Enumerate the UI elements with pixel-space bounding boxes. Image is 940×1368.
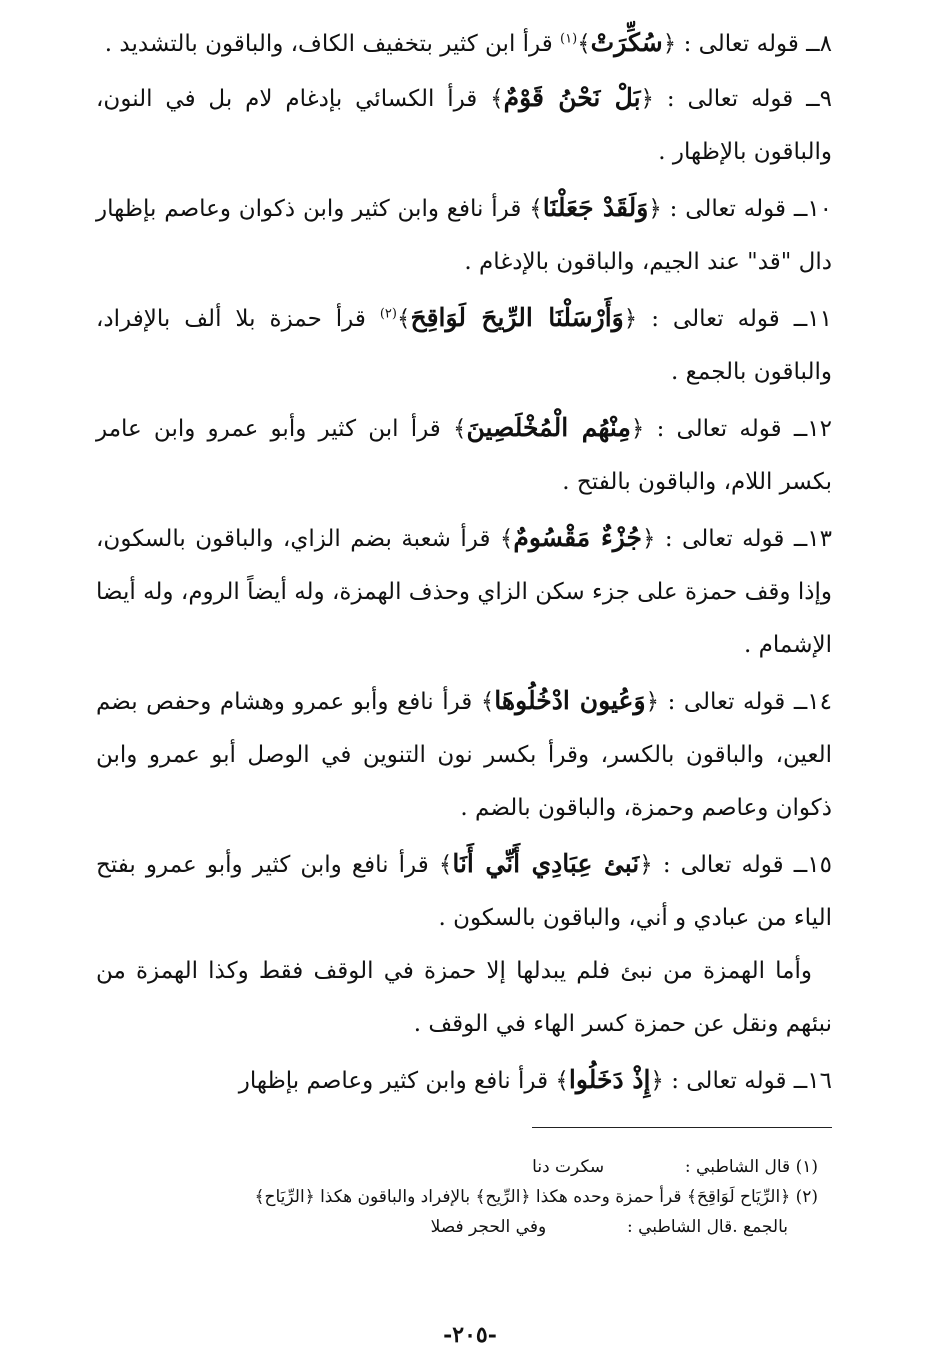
- item-text: قرأ شعبة بضم الزاي، والباقون بالسكون، وإذا وقف حمزة على جزء سكن الزاي وحذف الهمزة، وله أيضاً الروم، وله أيضا الإشمام .: [96, 526, 832, 658]
- footnote-1-number: (١): [795, 1157, 818, 1177]
- item-number: ٨ــ: [806, 31, 832, 57]
- footnote-2-text-1: قرأ حمزة وحده هكذا: [535, 1187, 682, 1207]
- item-intro: قوله تعالى :: [683, 31, 799, 57]
- page-body: [96, 16, 832, 1108]
- item-text: وأما الهمزة من نبئ فلم يبدلها إلا حمزة في الوقف فقط وكذا الهمزة من نبئهم ونقل عن حمزة كسر الهاء في الوقف .: [96, 958, 832, 1037]
- item-text: قرأ نافع وابن كثير وعاصم بإظهار: [238, 1068, 549, 1094]
- item-intro: قوله تعالى :: [671, 1068, 787, 1094]
- item-intro: قوله تعالى :: [656, 416, 782, 442]
- quran-quote: وَأَرْسَلْنَا الرِّيحَ لَوَاقِحَ: [410, 303, 624, 332]
- paragraph-8: [96, 837, 832, 945]
- ornate-bracket-open: ﴿: [639, 852, 653, 878]
- paragraph-9: [96, 945, 832, 1051]
- ornate-bracket-close: ﴾: [490, 86, 504, 112]
- item-intro: قوله تعالى :: [669, 196, 786, 222]
- quran-quote: جُزْءٌ مَقْسُومٌ: [513, 523, 642, 552]
- footnote-marker: (٢): [379, 306, 397, 322]
- item-number: ١٣ــ: [793, 526, 833, 552]
- paragraph-3: [96, 181, 832, 289]
- item-number: ١١ــ: [793, 306, 832, 332]
- ornate-bracket-open: ﴿: [641, 526, 656, 552]
- footnote-2-number: (٢): [795, 1187, 818, 1207]
- footnote-2-quran-3: الرِّيَاح: [264, 1187, 305, 1207]
- quran-quote: بَلْ نَحْنُ قَوْمٌ: [503, 83, 641, 112]
- footnote-1-label: قال الشاطبي :: [684, 1157, 791, 1177]
- page-number: -٢٠٥-: [443, 1322, 497, 1348]
- footnote-2: (٢) ﴿الرِّيَاح لَوَاقِحَ﴾ قرأ حمزة وحده هكذا ﴿الرِّيح﴾ بالإفراد والباقون هكذا ﴿الرِّيَاح﴾: [254, 1187, 818, 1207]
- footnotes: [96, 1152, 818, 1242]
- paragraph-4: [96, 291, 832, 399]
- ornate-bracket-close: ﴾: [529, 196, 543, 222]
- footnote-1-verse: سكرت دنا: [532, 1157, 605, 1177]
- quran-quote: مِنْهُم الْمُخْلَصِينَ: [466, 413, 631, 442]
- item-text: قرأ نافع وابن كثير وأبو عمرو بفتح الياء من عبادي و أني، والباقون بالسكون .: [96, 852, 832, 931]
- ornate-bracket-close: ﴾: [555, 1068, 569, 1094]
- footnote-2-text-2: بالإفراد والباقون هكذا: [320, 1187, 471, 1207]
- footnote-2-continued-verse: وفي الحجر فصلا: [430, 1217, 547, 1237]
- paragraph-5: [96, 401, 832, 509]
- ornate-bracket-open: ﴿: [623, 306, 638, 332]
- ornate-bracket-close: ﴾: [499, 526, 514, 552]
- quran-quote: إِذْ دَخَلُوا: [568, 1065, 651, 1094]
- paragraph-7: [96, 674, 832, 835]
- item-intro: قوله تعالى :: [662, 852, 784, 878]
- paragraph-6: [96, 511, 832, 672]
- ornate-bracket-open: ﴿: [650, 1068, 664, 1094]
- item-intro: قوله تعالى :: [666, 86, 794, 112]
- footnote-divider: [532, 1127, 832, 1128]
- item-intro: قوله تعالى :: [651, 306, 780, 332]
- item-number: ٩ــ: [806, 86, 833, 112]
- footnote-1: [96, 1152, 818, 1182]
- paragraph-2: [96, 71, 832, 179]
- item-text: قرأ ابن كثير بتخفيف الكاف، والباقون بالتشديد .: [104, 31, 553, 57]
- item-text: قرأ حمزة بلا ألف بالإفراد، والباقون بالجمع .: [96, 306, 832, 385]
- footnote-2-continued-text: بالجمع .قال الشاطبي :: [626, 1217, 788, 1237]
- item-number: ١٦ــ: [793, 1068, 832, 1094]
- ornate-bracket-close: ﴾: [396, 306, 411, 332]
- ornate-bracket-open: ﴿: [648, 196, 662, 222]
- quran-quote: نَبئ عِبَادِي أَنِّي أَنَا: [452, 849, 640, 878]
- paragraph-1: [96, 16, 832, 71]
- item-text: قرأ نافع وابن كثير وابن ذكوان وعاصم بإظهار دال "قد" عند الجيم، والباقون بالإدغام .: [96, 196, 832, 275]
- item-number: ١٢ــ: [793, 416, 833, 442]
- item-text: قرأ نافع وأبو عمرو وهشام وحفص بضم العين، والباقون بالكسر، وقرأ بكسر نون التنوين في الوصل أبو عمرو وابن ذكوان وعاصم وحمزة، والباقون بالضم .: [96, 689, 832, 821]
- quran-quote: وَلَقَدْ جَعَلْنَا: [542, 193, 649, 222]
- item-intro: قوله تعالى :: [667, 689, 786, 715]
- item-number: ١٤ــ: [793, 689, 833, 715]
- footnote-2-quran-1: الرِّيَاح لَوَاقِحَ: [696, 1187, 781, 1207]
- ornate-bracket-open: ﴿: [645, 689, 660, 715]
- paragraph-10: [96, 1053, 832, 1108]
- item-text: قرأ ابن كثير وأبو عمرو وابن عامر بكسر اللام، والباقون بالفتح .: [96, 416, 832, 495]
- item-text: قرأ الكسائي بإدغام لام بل في النون، والباقون بالإظهار .: [96, 86, 832, 165]
- item-number: ١٥ــ: [793, 852, 832, 878]
- footnote-2-quran-2: الرِّيح: [485, 1187, 521, 1207]
- footnote-marker: (١): [560, 31, 578, 47]
- item-number: ١٠ــ: [793, 196, 833, 222]
- item-intro: قوله تعالى :: [664, 526, 785, 552]
- ornate-bracket-close: ﴾: [480, 689, 495, 715]
- ornate-bracket-open: ﴿: [640, 86, 655, 112]
- quran-quote: وَعُيون ادْخُلُوهَا: [494, 686, 646, 715]
- ornate-bracket-open: ﴿: [662, 31, 677, 57]
- footnote-2-continued: [96, 1212, 818, 1242]
- ornate-bracket-open: ﴿: [630, 416, 645, 442]
- ornate-bracket-close: ﴾: [438, 852, 453, 878]
- ornate-bracket-close: ﴾: [577, 31, 591, 57]
- quran-quote: سُكِّرَتْ: [590, 28, 663, 57]
- ornate-bracket-close: ﴾: [453, 416, 467, 442]
